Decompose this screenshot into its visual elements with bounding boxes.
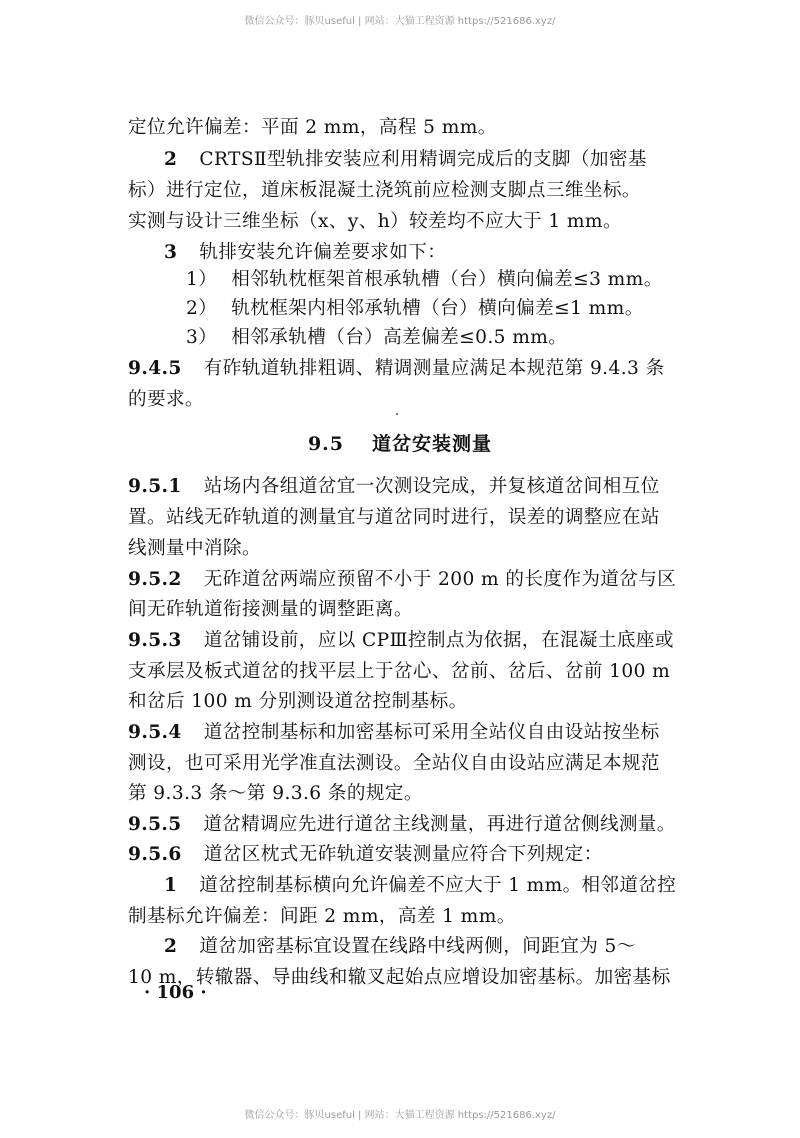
text-line: 线测量中消除。: [128, 538, 261, 559]
clause-9-4-5: 9.4.5 有砟轨道轨排粗调、精调测量应满足本规范第 9.4.3 条: [128, 358, 665, 379]
text-line: 10 m，转辙器、导曲线和辙叉起始点应增设加密基标。加密基标: [128, 967, 671, 988]
text-line: 定位允许偏差：平面 2 mm，高程 5 mm。: [128, 117, 497, 138]
text-line: 制基标允许偏差：间距 2 mm，高差 1 mm。: [128, 906, 516, 927]
text-line: 第 9.3.3 条～第 9.3.6 条的规定。: [128, 783, 423, 804]
text-line: 2 道岔加密基标宜设置在线路中线两侧，间距宜为 5～: [164, 936, 636, 957]
text-line: 置。站线无砟轨道的测量宜与道岔同时进行，误差的调整应在站: [128, 507, 660, 528]
page-number: · 106 ·: [144, 982, 207, 1003]
text-line: 的要求。: [128, 389, 204, 410]
text-line: 实测与设计三维坐标（x、y、h）较差均不应大于 1 mm。: [128, 211, 622, 232]
text-line: 测设，也可采用光学准直法测设。全站仪自由设站应满足本规范: [128, 753, 660, 774]
clause-9-5-3: 9.5.3 道岔铺设前，应以 CPⅢ控制点为依据，在混凝土底座或: [128, 630, 674, 651]
clause-9-5-6: 9.5.6 道岔区枕式无砟轨道安装测量应符合下列规定：: [128, 844, 603, 865]
text-line: 3 轨排安装允许偏差要求如下：: [164, 242, 447, 263]
list-item: 2） 轨枕框架内相邻承轨槽（台）横向偏差≤1 mm。: [186, 298, 644, 319]
text-line: 和岔后 100 m 分别测设道岔控制基标。: [128, 691, 468, 712]
watermark-bottom: 微信公众号：豚贝useful | 网站：大猫工程资源 https://521686.xyz/: [244, 1110, 556, 1121]
clause-9-5-4: 9.5.4 道岔控制基标和加密基标可采用全站仪自由设站按坐标: [128, 722, 660, 743]
text-line: 支承层及板式道岔的找平层上于岔心、岔前、岔后、岔前 100 m: [128, 661, 671, 682]
section-heading: 9.5 道岔安装测量: [307, 433, 493, 455]
clause-9-5-5: 9.5.5 道岔精调应先进行道岔主线测量，再进行道岔侧线测量。: [128, 814, 676, 835]
list-item: 3） 相邻承轨槽（台）高差偏差≤0.5 mm。: [186, 327, 568, 348]
scan-speck: [396, 413, 398, 415]
clause-9-5-1: 9.5.1 站场内各组道岔宜一次测设完成，并复核道岔间相互位: [128, 476, 660, 497]
text-line: 1 道岔控制基标横向允许偏差不应大于 1 mm。相邻道岔控: [164, 875, 677, 896]
text-line: 标）进行定位，道床板混凝土浇筑前应检测支脚点三维坐标。: [128, 180, 641, 201]
text-line: 间无砟轨道衔接测量的调整距离。: [128, 599, 413, 620]
text-line: 2 CRTSⅡ型轨排安装应利用精调完成后的支脚（加密基: [164, 149, 647, 170]
watermark-top: 微信公众号：豚贝useful | 网站：大猫工程资源 https://521686.xyz/: [244, 16, 556, 27]
clause-9-5-2: 9.5.2 无砟道岔两端应预留不小于 200 m 的长度作为道岔与区: [128, 569, 677, 590]
list-item: 1） 相邻轨枕框架首根承轨槽（台）横向偏差≤3 mm。: [186, 269, 663, 290]
